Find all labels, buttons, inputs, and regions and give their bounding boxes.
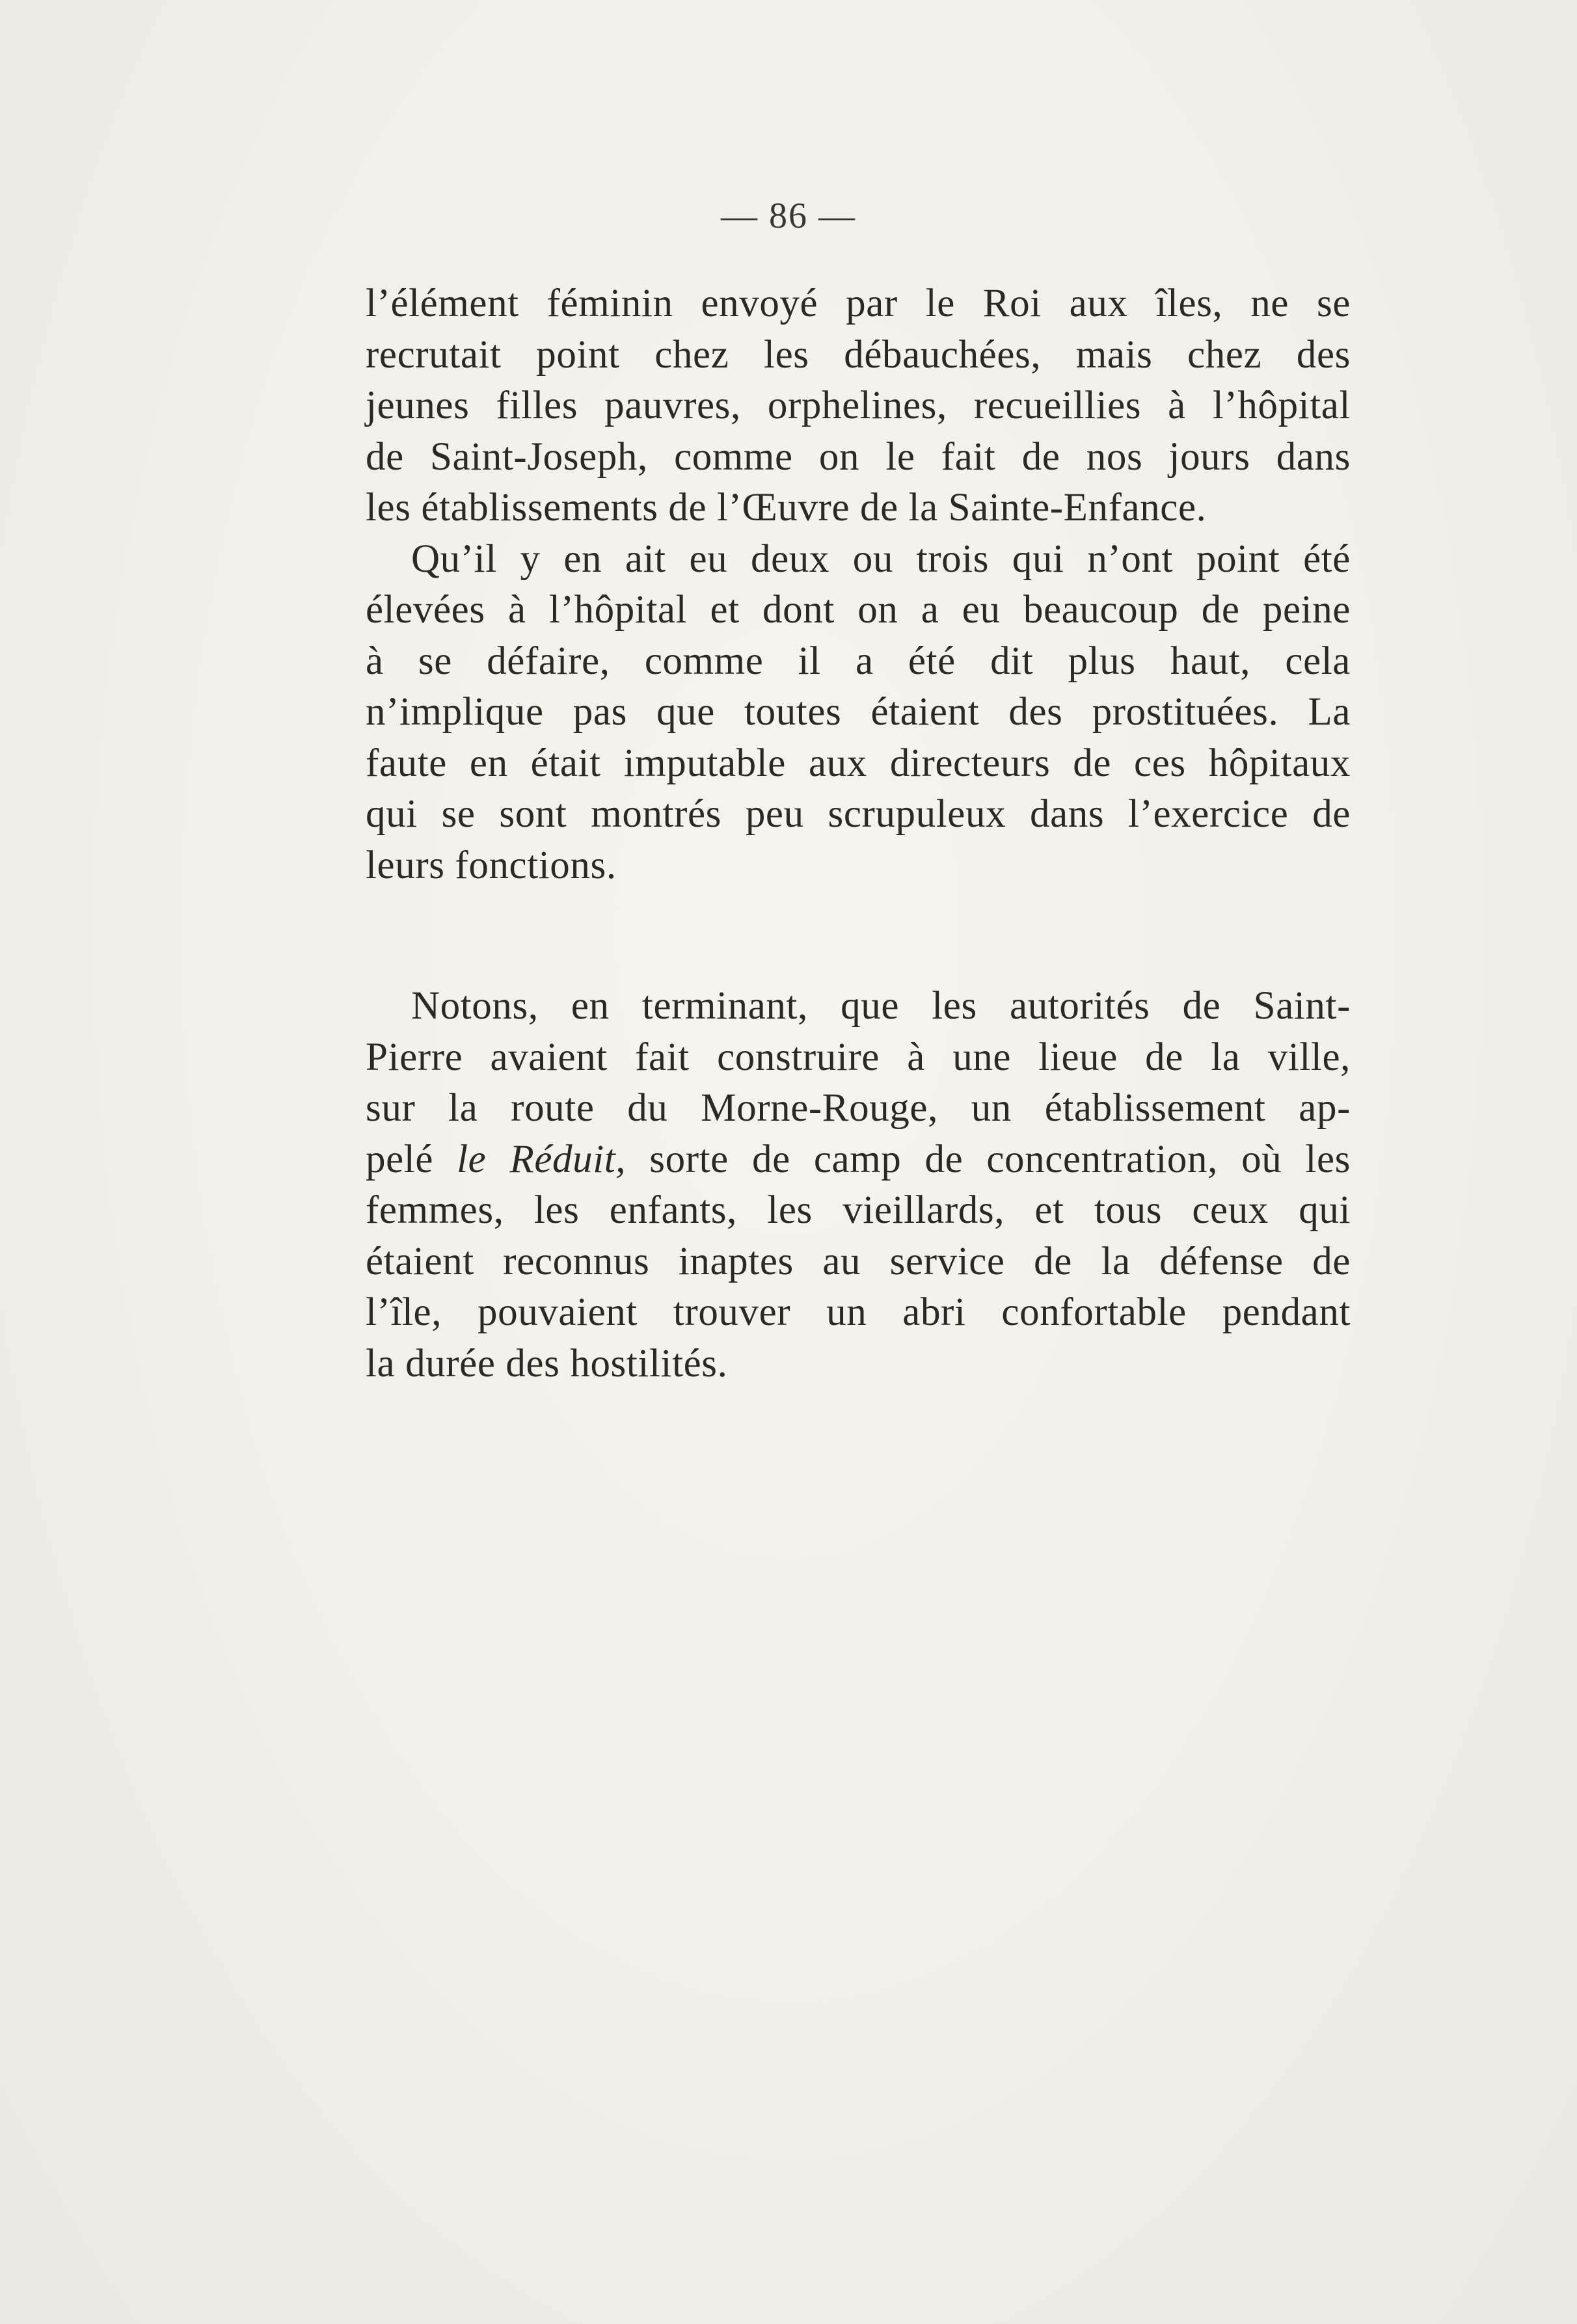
text-line: leurs fonctions. <box>366 843 617 887</box>
text-line: l’île, pouvaient trouver un abri confortable pendant <box>366 1290 1351 1334</box>
text-segment: pelé <box>366 1137 433 1181</box>
text-line: faute en était imputable aux directeurs de ces hôpitaux <box>366 741 1351 785</box>
text-line-mixed <box>366 1134 1351 1186</box>
text-block-bottom <box>366 981 1351 1389</box>
text-line: les établissements de l’Œuvre de la Sainte-Enfance. <box>366 486 1207 529</box>
text-line: de Saint-Joseph, comme on le fait de nos jours dans <box>366 434 1351 479</box>
text-line: la durée des hostilités. <box>366 1341 728 1385</box>
text-line: sur la route du Morne-Rouge, un établissement ap- <box>366 1086 1351 1130</box>
text-line: femmes, les enfants, les vieillards, et tous ceux qui <box>366 1188 1351 1232</box>
page-number: — 86 — <box>721 196 856 236</box>
text-block-top <box>366 278 1351 891</box>
text-line: Qu’il y en ait eu deux ou trois qui n’ont point été <box>411 537 1351 581</box>
text-segment: sorte de camp de concentration, où les <box>649 1137 1351 1181</box>
text-line: recrutait point chez les débauchées, mais chez des <box>366 332 1351 377</box>
text-line: qui se sont montrés peu scrupuleux dans l’exercice de <box>366 792 1351 836</box>
text-line: élevées à l’hôpital et dont on a eu beaucoup de peine <box>366 588 1351 632</box>
text-line: jeunes filles pauvres, orphelines, recueillies à l’hôpital <box>366 384 1351 427</box>
italic-place-name: le Réduit, <box>457 1137 627 1181</box>
text-line: n’implique pas que toutes étaient des prostituées. La <box>366 690 1351 734</box>
text-line: Notons, en terminant, que les autorités de Saint- <box>411 984 1351 1028</box>
text-line: l’élément féminin envoyé par le Roi aux îles, ne se <box>366 282 1351 325</box>
text-line: à se défaire, comme il a été dit plus haut, cela <box>366 639 1351 683</box>
text-line: Pierre avaient fait construire à une lieue de la ville, <box>366 1035 1351 1079</box>
text-line: étaient reconnus inaptes au service de la défense de <box>366 1239 1351 1283</box>
